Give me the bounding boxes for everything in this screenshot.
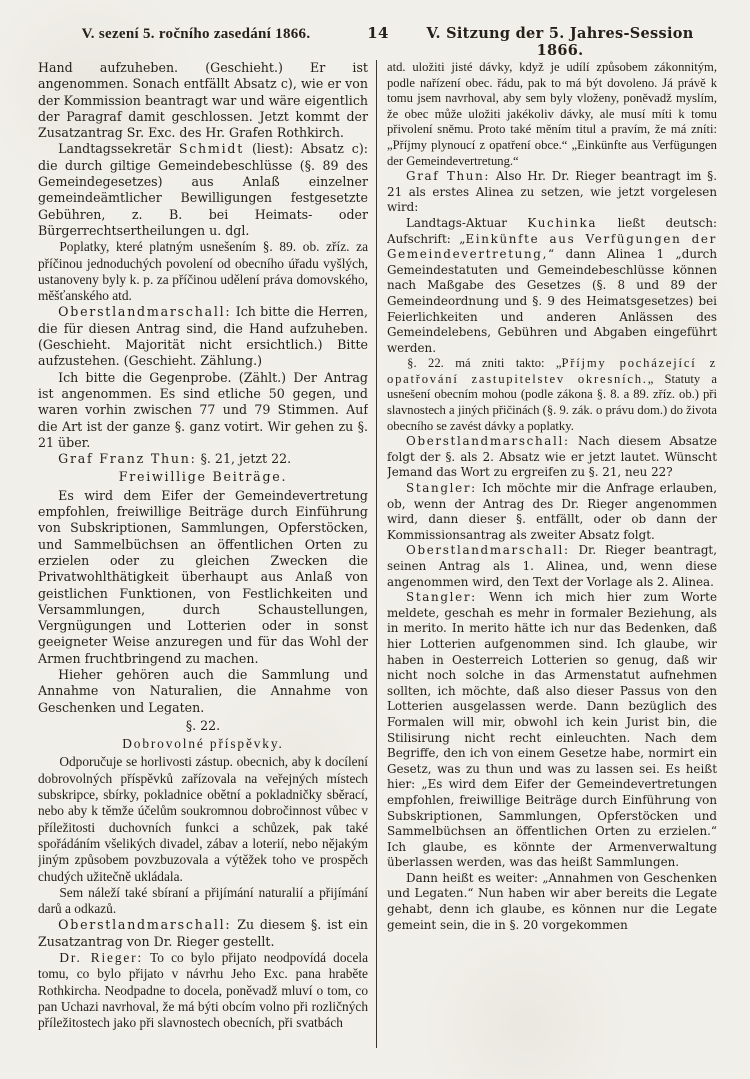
text-run: Dann heißt es weiter: „Annahmen von Geschenken und Legaten.“ Nun haben wir aber bereits die Legate gehabt, denn ich glaube, es können nur die Legate gemeint sein, die in §. 20 vorgekommen (387, 870, 717, 932)
page-number: 14 (367, 24, 389, 42)
text-run: To co bylo přijato neodpovídá docela tomu, co bylo přijato v návrhu Jeho Exc. pana hraběte Rothkircha. Neodpadne to docela, poněvadž mluví o tom, co pan Uchazi navrhoval, že má býti obcím volno při rozličných příležitostech jako při slavnostech obecních, při svatbách (38, 950, 368, 1031)
paragraph (387, 356, 717, 434)
header-left-title: V. sezení 5. ročního zasedání 1866. (81, 26, 311, 42)
text-run: Zu diesem §. ist ein Zusatzantrag von Dr. Rieger gestellt. (38, 917, 368, 949)
text-run: Also Hr. Dr. Rieger beantragt im §. 21 als erstes Alinea zu setzen, wie jetzt vorgelesen wird: (387, 169, 717, 215)
text-run: Wenn ich mich hier zum Worte meldete, geschah es mehr in formaler Beziehung, als in merito. In merito hätte ich nur das Bedenken, daß hier Lotterien aufgenommen sind. Ich glaube, wir haben in Oesterreich Lotterien so genug, daß wir nicht noch solche in das Armenstatut aufnehmen sollten, ich möchte, daß also dieser Passus von den Lotterien ausgelassen werde. Dann bezüglich des Formalen will mir, obwohl ich kein Jurist bin, die Stilisirung nicht recht einleuchten. Nach dem Begriffe, den ich von einem Gesetze habe, normirt ein Gesetz, was zu thun und was zu lassen sei. Es heißt hier: „Es wird dem Eifer der Gemeindevertretungen empfohlen, freiwillige Beiträge durch Einführung von Subskriptionen, Sammlungen, Opferstöcken und Sammelbüchsen an öffentlichen Orten zu erzielen.“ Ich glaube, es könnte der Armenverwaltung überlassen werden, was das heißt Sammlungen. (387, 590, 717, 870)
paragraph (38, 885, 368, 918)
right-column (387, 60, 717, 933)
paragraph (387, 434, 717, 481)
text-run: Ich bitte die Herren, die für diesen Antrag sind, die Hand aufzuheben. (Geschieht. Majorität nicht ersichtlich.) Bitte aufzustehen. (Geschieht. Zählung.) (38, 304, 368, 369)
text-run: Ich möchte mir die Anfrage erlauben, ob, wenn der Antrag des Dr. Rieger angenommen wird, dann dieser §. entfällt, oder ob dann der Kommissionsantrag als zweiter Absatz folgt. (387, 481, 717, 542)
paragraph (38, 950, 368, 1031)
emphasized-text: Oberstlandmarschall: (58, 304, 232, 320)
text-run: Dr. Rieger beantragt, seinen Antrag als 1. Alinea, und, wenn diese angenommen wird, den Text der Vorlage als 2. Alinea. (387, 543, 717, 589)
text-run: „ Statuty a usnešení obecním mohou (podle zákona §. 8. a 89. zříz. ob.) při slavnostech a jiných přičinách (§. 9. zák. o právu dom.) do života obecního se zavést dávky a poplatky. (387, 371, 717, 433)
paragraph (387, 590, 717, 871)
text-run: ließt deutsch: Aufschrift: „ (387, 215, 717, 246)
text-run: Es wird dem Eifer der Gemeindevertretung empfohlen, freiwillige Beiträge durch Einführung von Subskriptionen, Sammlungen, Opferstöcken, und Sammelbüchsen an öffentlichen Orten zu erzielen oder zu gleichen Zwecken die Privatwohlthätigkeit überhaupt aus Anlaß von geistlichen Funktionen, von Festlichkeiten und Versammlungen, durch Schaustellungen, Vergnügungen und Lotterien oder in sonst geeigneter Weise anzuregen und für das Wohl der Armen fruchtbringend zu machen. (38, 487, 368, 666)
text-run: Landtagssekretär (58, 141, 179, 157)
paragraph (38, 667, 368, 716)
paragraph (38, 60, 368, 141)
emphasized-text: Dobrovolné příspěvky. (122, 736, 284, 752)
left-column (38, 60, 368, 1032)
emphasized-text: Stangler: (406, 590, 477, 605)
paragraph (387, 60, 717, 169)
emphasized-text: Oberstlandmarschall: (58, 917, 232, 933)
text-run: Hand aufzuheben. (Geschieht.) Er ist angenommen. Sonach entfällt Absatz c), wie er von der Kommission beantragt war und wäre eigentlich der Paragraf damit geschlossen. Jetzt kommt der Zusatzantrag Sr. Exc. des Hr. Grafen Rothkirch. (38, 60, 368, 141)
emphasized-text: Graf Thun: (406, 169, 491, 184)
paragraph (387, 871, 717, 933)
section-heading (38, 469, 368, 485)
paragraph (38, 141, 368, 239)
text-run: (liest): Absatz c): die durch giltige Gemeindebeschlüsse (§. 89 des Gemeindegesetzes) aus Anlaß einzelner gemeindeämtlicher Bewilligungen festgesetzte Gebühren, z. B. bei Heimats- oder Bürgerrechtsertheilungen u. dgl. (38, 141, 368, 238)
text-run: „Einkünfte aus Verfügungen der Gemeindevertretung.“ (387, 137, 717, 168)
paragraph (38, 370, 368, 451)
text-run: Nach diesem Absatze folgt der §. als 2. Absatz wie er jetzt lautet. Wünscht Jemand das Wort zu ergreifen zu §. 21, neu 22? (387, 434, 717, 480)
section-heading (38, 736, 368, 752)
emphasized-text: Stangler: (406, 481, 477, 496)
emphasized-text: Einkünfte aus Verfügungen der Gemeindevertretung, (387, 231, 717, 262)
text-run: §. 22. (185, 717, 221, 733)
paragraph (38, 239, 368, 304)
text-run: “ dann Alinea 1 „durch Gemeindestatuten und Gemeindebeschlüsse können nach Maßgabe des Gesetzes (§. 8 und 89 der Gemeindeordnung und §. 9 des Heimatsgesetzes) bei Feierlichkeiten und anderen Anlässen des Gemeindelebens, Gebühren und Abgaben eingeführt werden. (387, 247, 717, 355)
text-run: Ich bitte die Gegenprobe. (Zählt.) Der Antrag ist angenommen. Es sind etliche 50 gegen, und waren vorhin zwischen 77 und 79 Stimmen. Auf die Art ist der ganze §. ganz votirt. Wir gehen zu §. 21 über. (38, 369, 368, 450)
emphasized-text: Oberstlandmarschall: (406, 543, 570, 558)
text-run: §. 22. má zniti takto: „ (407, 356, 562, 371)
paragraph (38, 754, 368, 884)
paragraph (387, 169, 717, 216)
page-header (38, 24, 718, 59)
text-run: Poplatky, které platným usnešením §. 89. ob. zříz. za příčinou jednoduchých povolení od obecního úřadu vyšlých, ustanoveny byly k. p. za příčinou udělení práva domovského, měšťanského atd. (38, 239, 368, 304)
emphasized-text: Schmidt (178, 141, 245, 157)
text-run: Landtags-Aktuar (406, 215, 528, 230)
paragraph (38, 488, 368, 667)
section-heading (38, 718, 368, 734)
text-run: atd. uložiti jisté dávky, když je udílí způsobem zákonnitým, podle nařízení obec. řádu, pak to má být dovoleno. Já právě k tomu jsem navrhoval, aby sem byly vloženy, poněvadž myslím, že obec může uložiti jakékoliv dávky, ale musí míti k tomu přivolení sněmu. Proto také měním titul a pravím, že má zníti: „Příjmy plynoucí z opatření obce.“ (387, 60, 717, 152)
paragraph (387, 543, 717, 590)
paragraph (387, 216, 717, 356)
text-run: Odporučuje se horlivosti zástup. obecnich, aby k docílení dobrovolných příspěvků zařízovala na veřejných místech subskripce, sbírky, pokladnice obětní a pokladničky sběrací, nebo aby k těmže účelům soukromnou dobročinnost vůbec v příležitosti duchovních funkci a schůzek, pak také spořádáním všelikých divadel, zábav a loterií, nebo nějakým jiným způsobem povzbuzovala a výtěžek toho ve prospěch chudých užitečně ukládala. (38, 754, 368, 884)
emphasized-text: Dr. Rieger: (59, 950, 144, 966)
text-run: Hieher gehören auch die Sammlung und Annahme von Naturalien, die Annahme von Geschenken und Legaten. (38, 666, 368, 715)
emphasized-text: Kuchinka (527, 215, 598, 230)
paragraph (38, 451, 368, 467)
paragraph (38, 917, 368, 950)
column-divider-rule (376, 60, 377, 1048)
header-right-title: V. Sitzung der 5. Jahres-Session 1866. (426, 25, 694, 59)
text-run: §. 21, jetzt 22. (196, 451, 292, 467)
emphasized-text: Graf Franz Thun: (58, 451, 197, 467)
paragraph (38, 304, 368, 369)
text-run: Sem náleží také sbíraní a přijímání naturalií a přijímání darů a odkazů. (38, 884, 368, 917)
emphasized-text: Freiwillige Beiträge. (118, 469, 288, 485)
emphasized-text: Oberstlandmarschall: (406, 434, 570, 449)
emphasized-text: Příjmy pocházející z opatřování zastupitelstev okresních. (387, 356, 717, 386)
paragraph (387, 481, 717, 543)
